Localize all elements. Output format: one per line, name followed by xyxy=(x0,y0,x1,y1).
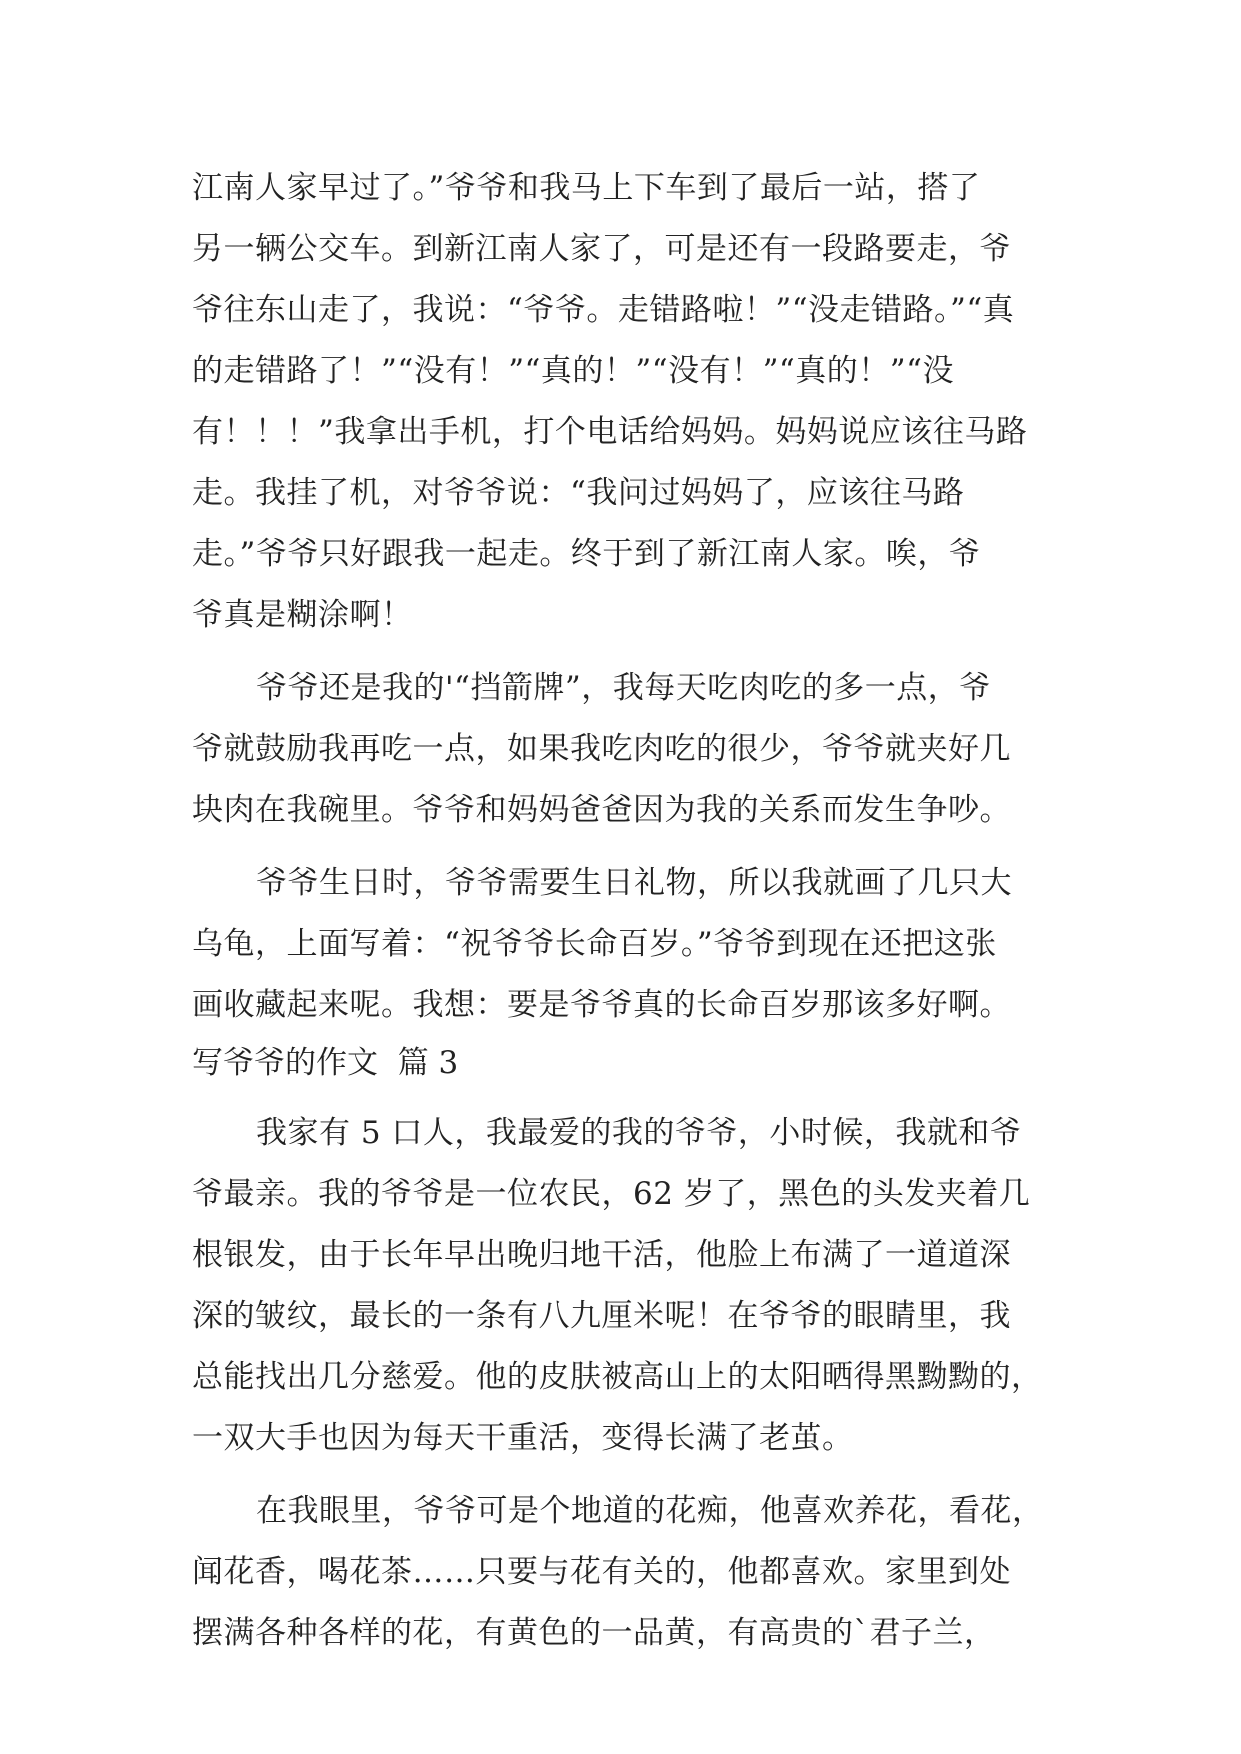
text-line: 爷就鼓励我再吃一点，如果我吃肉吃的很少，爷爷就夹好几 xyxy=(192,731,1011,767)
paragraph-gap xyxy=(192,841,1062,853)
paragraph-birthday xyxy=(192,853,1062,1036)
text-line: 总能找出几分慈爱。他的皮肤被高山上的太阳晒得黑黝黝的， xyxy=(192,1359,1043,1395)
text-line: 爷往东山走了，我说：“爷爷。走错路啦！”“没走错路。”“真 xyxy=(192,292,1015,328)
paragraph-shield xyxy=(192,658,1062,841)
text-line: 爷爷生日时，爷爷需要生日礼物，所以我就画了几只大 xyxy=(256,865,1012,901)
text-line: 块肉在我碗里。爷爷和妈妈爸爸因为我的关系而发生争吵。 xyxy=(192,792,1011,828)
text-line: 画收藏起来呢。我想：要是爷爷真的长命百岁那该多好啊。 xyxy=(192,987,1011,1023)
paragraph-gap xyxy=(192,1091,1062,1103)
text-line: 有！！！”我拿出手机，打个电话给妈妈。妈妈说应该往马路 xyxy=(192,414,1028,450)
paragraph-flowers xyxy=(192,1481,1062,1664)
text-line: 另一辆公交车。到新江南人家了，可是还有一段路要走，爷 xyxy=(192,231,1011,267)
text-line: 爷真是糊涂啊！ xyxy=(192,597,413,633)
text-line: 的走错路了！”“没有！”“真的！”“没有！”“真的！”“没 xyxy=(192,353,954,389)
text-line: 走。我挂了机，对爷爷说：“我问过妈妈了，应该往马路 xyxy=(192,475,965,511)
text-line: 根银发，由于长年早出晚归地干活，他脸上布满了一道道深 xyxy=(192,1237,1011,1273)
text-line: 爷最亲。我的爷爷是一位农民，62 岁了，黑色的头发夹着几 xyxy=(192,1176,1031,1212)
text-line: 在我眼里，爷爷可是个地道的花痴，他喜欢养花，看花， xyxy=(256,1493,1044,1529)
text-line: 江南人家早过了。”爷爷和我马上下车到了最后一站，搭了 xyxy=(192,170,981,206)
document-body xyxy=(192,158,1062,1664)
text-line: 深的皱纹，最长的一条有八九厘米呢！在爷爷的眼睛里，我 xyxy=(192,1298,1011,1334)
text-line: 爷爷还是我的'“挡箭牌”，我每天吃肉吃的多一点，爷 xyxy=(256,670,991,706)
paragraph-family xyxy=(192,1103,1062,1469)
text-line: 摆满各种各样的花，有黄色的一品黄，有高贵的`君子兰， xyxy=(192,1615,996,1651)
text-line: 乌龟，上面写着：“祝爷爷长命百岁。”爷爷到现在还把这张 xyxy=(192,926,997,962)
section-heading: 写爷爷的作文 篇 3 xyxy=(192,1045,459,1081)
text-line: 走。”爷爷只好跟我一起走。终于到了新江南人家。唉，爷 xyxy=(192,536,981,572)
text-line: 闻花香，喝花茶……只要与花有关的，他都喜欢。家里到处 xyxy=(192,1554,1011,1590)
paragraph-gap xyxy=(192,1469,1062,1481)
paragraph-intro xyxy=(192,158,1062,646)
paragraph-gap xyxy=(192,646,1062,658)
text-line: 一双大手也因为每天干重活，变得长满了老茧。 xyxy=(192,1420,854,1456)
text-line: 我家有 5 口人，我最爱的我的爷爷，小时候，我就和爷 xyxy=(256,1115,1022,1151)
